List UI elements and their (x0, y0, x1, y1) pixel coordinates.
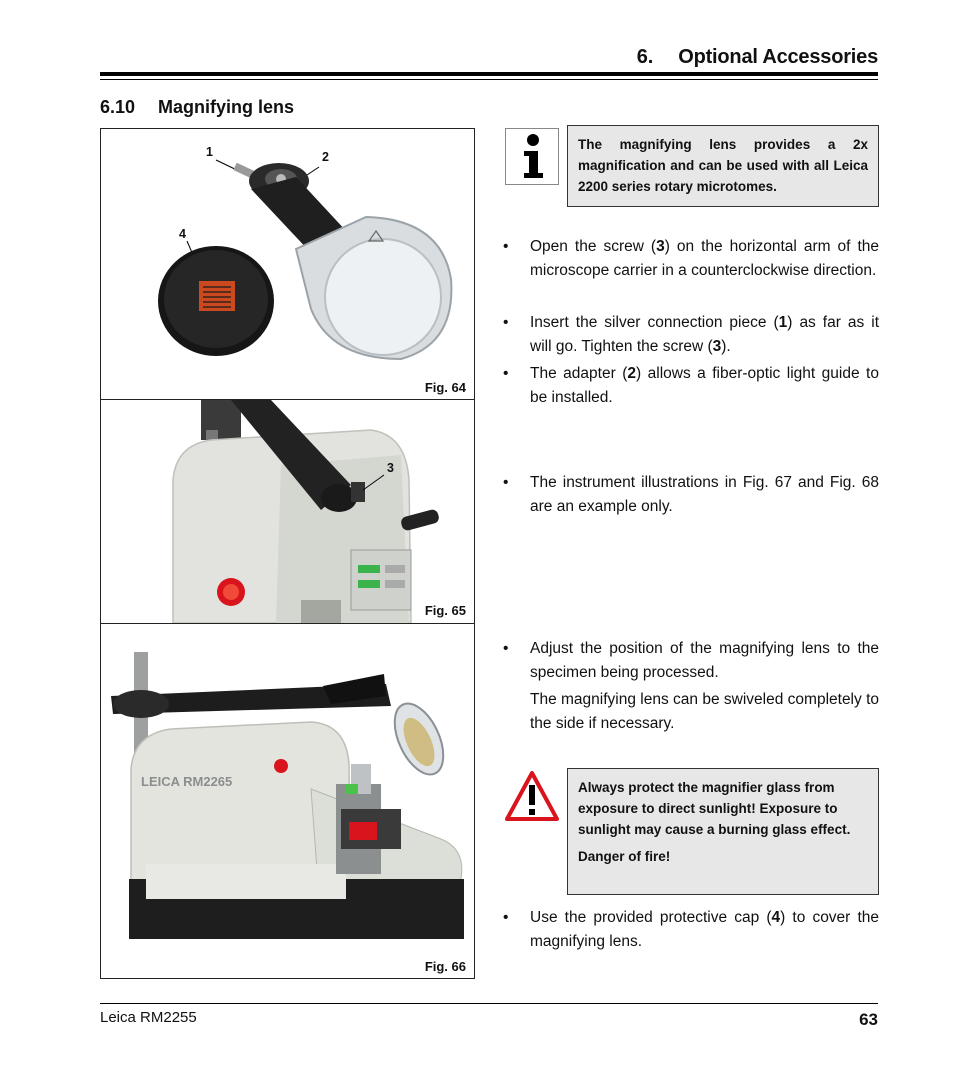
swivel-note: The magnifying lens can be swiveled completely to the side if necessary. (530, 691, 879, 732)
warning-triangle-icon (504, 770, 560, 822)
figure-66-label: Fig. 66 (424, 959, 466, 974)
bullet-protective-cap: • Use the provided protective cap (4) to cover the magnifying lens. (503, 906, 879, 954)
magnifier-lens-image (101, 129, 474, 399)
bullet-adjust-position: • Adjust the position of the magnifying lens to the specimen being processed. (503, 637, 879, 685)
microtome-brand-text: LEICA RM2265 (141, 774, 233, 789)
figure-64-label: Fig. 64 (424, 380, 466, 395)
info-note-box: The magnifying lens provides a 2x magnification and can be used with all Leica 2200 series rotary microtomes. (567, 125, 879, 207)
callout-2: 2 (322, 150, 329, 164)
warning-danger: Danger of fire! (578, 849, 671, 864)
figure-64 (100, 128, 475, 400)
bullet-open-screw: • Open the screw (3) on the horizontal arm of the microscope carrier in a counterclockwise direction. (503, 235, 879, 283)
microtome-with-magnifier-image (101, 624, 474, 978)
figure-66 (100, 623, 475, 979)
chapter-title: 6. Optional Accessories (636, 46, 878, 68)
header-rule-thin (100, 79, 878, 80)
info-icon (505, 128, 559, 185)
footer-product: Leica RM2255 (100, 1009, 197, 1026)
section-title: 6.10 Magnifying lens (100, 97, 295, 117)
header-rule (100, 72, 878, 76)
bullet-symbol: • (503, 365, 509, 382)
bullet-symbol: • (503, 474, 509, 491)
warning-box (567, 768, 879, 895)
bullet-symbol: • (503, 238, 509, 255)
bullet-insert-connection: • Insert the silver connection piece (1) as far as it will go. Tighten the screw (3). (503, 311, 879, 359)
figure-65 (100, 399, 475, 624)
bullet-illustration-note: • The instrument illustrations in Fig. 67 and Fig. 68 are an example only. (503, 471, 879, 519)
footer-rule (100, 1003, 878, 1004)
bullet-adapter: • The adapter (2) allows a fiber-optic light guide to be installed. (503, 362, 879, 410)
bullet-symbol: • (503, 640, 509, 657)
callout-1: 1 (206, 145, 213, 159)
microscope-carrier-image (101, 400, 474, 623)
bullet-symbol: • (503, 909, 509, 926)
page-number: 63 (859, 1010, 878, 1029)
callout-4: 4 (179, 227, 186, 241)
figure-65-label: Fig. 65 (424, 603, 466, 618)
warning-text: Always protect the magnifier glass from exposure to direct sunlight! Exposure to sunlight may cause a burning glass effect. (578, 780, 851, 837)
callout-3: 3 (387, 461, 394, 475)
bullet-symbol: • (503, 314, 509, 331)
